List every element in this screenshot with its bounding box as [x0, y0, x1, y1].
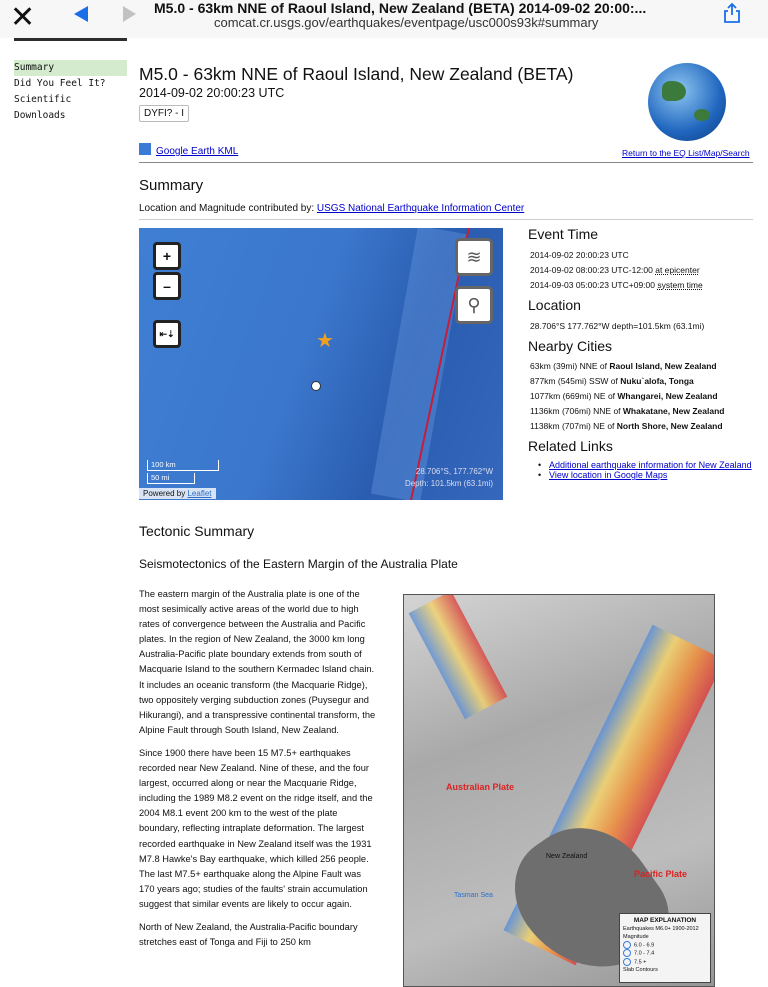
legend-circle-icon	[623, 941, 631, 949]
map-coord-text: 28.706°S, 177.762°W	[415, 467, 493, 476]
time-system	[530, 280, 703, 291]
legend-item	[623, 949, 707, 957]
return-link[interactable]: Return to the EQ List/Map/Search	[622, 148, 750, 158]
event-map[interactable]	[139, 228, 503, 500]
contributor-line	[139, 203, 524, 214]
city-dist: 1138km (707mi) NE of	[530, 421, 617, 431]
map-legend	[619, 913, 711, 983]
search-icon[interactable]: ⚲	[455, 286, 493, 324]
event-title: M5.0 - 63km NNE of Raoul Island, New Zealand (BETA)	[139, 64, 574, 84]
back-arrow-icon[interactable]	[74, 6, 88, 22]
time-epicenter-value: 2014-09-02 08:00:23 UTC-12:00	[530, 265, 656, 275]
legend-title: MAP EXPLANATION	[633, 917, 697, 924]
city-dist: 1077km (669mi) NE of	[530, 391, 618, 401]
tectonic-body	[139, 587, 379, 958]
time-system-value: 2014-09-03 05:00:23 UTC+09:00	[530, 280, 658, 290]
contributor-link[interactable]: USGS National Earthquake Information Center	[316, 203, 525, 214]
scale-mi: 50 mi	[147, 473, 195, 484]
layers-icon[interactable]: ≋	[455, 238, 493, 276]
legend-item-label: 7.5 +	[634, 959, 647, 966]
tectonic-heading: Tectonic Summary	[139, 523, 255, 539]
tasman-sea-label: Tasman Sea	[454, 892, 493, 899]
forward-arrow-icon[interactable]	[123, 6, 136, 22]
subduction-zone-band	[409, 594, 508, 719]
sidebar-nav	[14, 60, 127, 124]
sidebar-item-dyfi[interactable]: Did You Feel It?	[14, 78, 106, 89]
location-value: 28.706°S 177.762°W depth=101.5km (63.1mi)	[530, 321, 705, 331]
legend-item-label: 6.0 - 6.9	[634, 942, 655, 949]
seismotectonics-heading: Seismotectonics of the Eastern Margin of the Australia Plate	[139, 557, 458, 571]
city-dist: 877km (545mi) SSW of	[530, 376, 621, 386]
leaflet-link[interactable]: Leaflet	[187, 489, 212, 498]
globe-thumbnail[interactable]	[648, 63, 726, 141]
map-fullscreen-button[interactable]: ⇤⇣	[153, 320, 181, 348]
tectonic-paragraph: The eastern margin of the Australia plate is one of the most sesimically active areas of the world due to high rates of convergence between the Australia and Pacific plates. In the region of New Zealand, the 3000 km long Australia-Pacific plate boundary extends from south of Macquarie Island to the southern Kermadec Island chain. It includes an oceanic transform (the Macquarie Ridge), two oppositely verging subduction zones (Puysegur and Hikurangi), and a transpressive continental transform, the Alpine Fault through South Island, New Zealand.	[139, 589, 376, 735]
contributor-prefix: Location and Magnitude contributed by:	[139, 203, 317, 214]
legend-subtitle: Earthquakes M6.0+ 1900-2012	[623, 926, 699, 932]
city-item	[530, 406, 724, 417]
city-item	[530, 391, 718, 402]
new-zealand-label: New Zealand	[546, 853, 588, 860]
city-item	[530, 361, 717, 372]
related-heading: Related Links	[528, 438, 613, 454]
globe-land	[694, 109, 710, 121]
legend-circle-icon	[623, 949, 631, 957]
zoom-out-button[interactable]: –	[153, 272, 181, 300]
google-earth-icon	[139, 143, 151, 155]
globe-land	[662, 81, 686, 101]
url-bar[interactable]: comcat.cr.usgs.gov/earthquakes/eventpage/usc000s93k#summary	[214, 15, 599, 30]
page-title: M5.0 - 63km NNE of Raoul Island, New Zealand (BETA) 2014-09-02 20:00:...	[154, 0, 647, 16]
tectonic-map[interactable]	[403, 594, 715, 987]
related-link[interactable]: Additional earthquake information for New Zealand	[549, 460, 752, 470]
sidebar-item-scientific[interactable]: Scientific	[14, 94, 72, 105]
divider	[14, 38, 127, 41]
city-item	[530, 421, 723, 432]
legend-item	[623, 941, 707, 949]
legend-slab: Slab Contours	[623, 967, 658, 974]
city-dist: 1136km (706mi) NNE of	[530, 406, 623, 416]
city-name: Whangarei, New Zealand	[617, 391, 718, 401]
pacific-plate-label: Pacific Plate	[634, 869, 688, 879]
close-icon[interactable]: ✕	[10, 1, 36, 34]
share-icon[interactable]	[722, 2, 742, 24]
summary-heading: Summary	[139, 177, 204, 194]
city-name: Nuku`alofa, Tonga	[620, 376, 694, 386]
zoom-in-button[interactable]: +	[153, 242, 181, 270]
epicenter-star-icon[interactable]: ★	[316, 330, 334, 352]
legend-item	[623, 958, 707, 966]
sidebar-item-summary[interactable]: Summary	[14, 60, 127, 76]
australian-plate-label: Australian Plate	[446, 782, 515, 792]
event-datetime: 2014-09-02 20:00:23 UTC	[139, 86, 285, 100]
map-attribution	[139, 488, 216, 499]
city-name: Whakatane, New Zealand	[622, 406, 725, 416]
city-item	[530, 376, 694, 387]
kml-link[interactable]: Google Earth KML	[156, 146, 239, 157]
related-links	[549, 460, 754, 480]
scale-km: 100 km	[147, 460, 219, 471]
legend-magnitude: Magnitude	[623, 934, 649, 940]
related-link[interactable]: View location in Google Maps	[549, 470, 668, 480]
location-heading: Location	[528, 297, 581, 313]
city-name: Raoul Island, New Zealand	[609, 361, 717, 371]
map-marker[interactable]	[311, 381, 321, 391]
city-dist: 63km (39mi) NNE of	[530, 361, 610, 371]
tectonic-paragraph: North of New Zealand, the Australia-Pacific boundary stretches east of Tonga and Fiji to 250 km	[139, 921, 358, 948]
epicenter-link[interactable]: at epicenter	[655, 265, 700, 275]
related-link-item	[549, 460, 754, 470]
city-name: North Shore, New Zealand	[616, 421, 723, 431]
event-time-heading: Event Time	[528, 226, 599, 242]
time-epicenter	[530, 265, 700, 276]
related-link-item	[549, 470, 754, 480]
divider	[139, 219, 753, 220]
sidebar-item-downloads[interactable]: Downloads	[14, 110, 66, 121]
time-utc: 2014-09-02 20:00:23 UTC	[530, 250, 629, 260]
nearby-heading: Nearby Cities	[528, 338, 613, 354]
legend-item-label: 7.0 - 7.4	[634, 950, 655, 957]
map-coordinates	[405, 466, 493, 490]
divider	[139, 162, 753, 163]
map-depth-text: Depth: 101.5km (63.1mi)	[404, 479, 493, 488]
legend-circle-icon	[623, 958, 631, 966]
system-time-link[interactable]: system time	[657, 280, 703, 290]
attribution-prefix: Powered by	[143, 489, 188, 498]
tectonic-paragraph: Since 1900 there have been 15 M7.5+ earthquakes recorded near New Zealand. Nine of these, and the four largest, occurred along or near the Macquarie Ridge, including the 1989 M8.2 event on the ridge itself, and the 2004 M8.1 event 200 km to the west of the plate boundary, reflecting intraplate deformation. The largest recorded earthquake in New Zealand itself was the 1931 M7.8 Hawke's Bay earthquake, which killed 256 people. The last M7.5+ earthquake along the Alpine Fault was 170 years ago; studies of the faults' strain accumulation suggest that similar events are likely to occur again.	[139, 747, 373, 909]
dyfi-badge[interactable]: DYFI? - I	[139, 105, 189, 122]
browser-toolbar	[0, 0, 768, 38]
